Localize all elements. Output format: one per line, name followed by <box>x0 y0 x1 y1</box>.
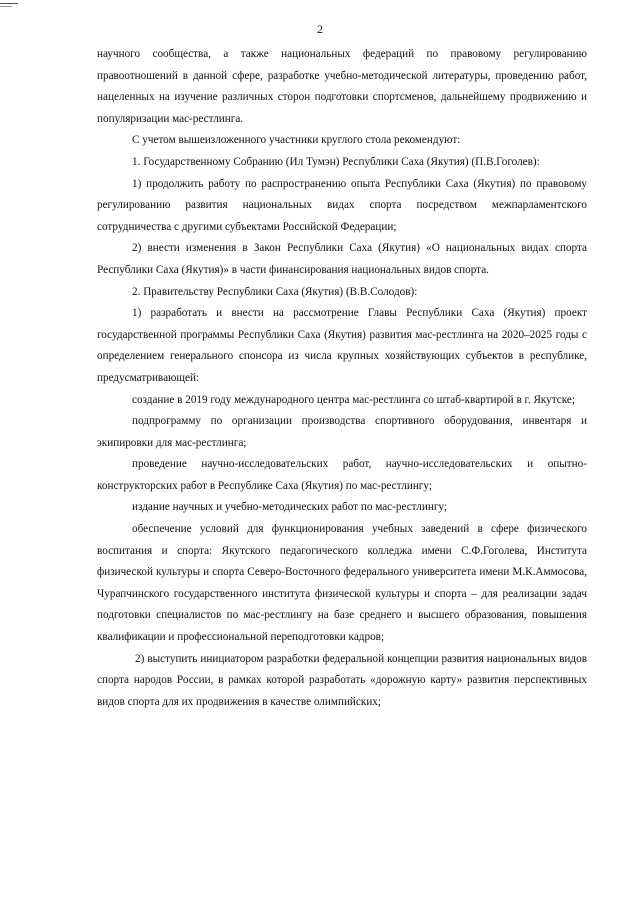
paragraph: 2) внести изменения в Закон Республики Саха (Якутия) «О национальных видах спорта Республики Саха (Якутия)» в части финансирования национальных видов спорта. <box>97 242 587 276</box>
paragraph: 1) разработать и внести на рассмотрение Главы Республики Саха (Якутия) проект государственной программы Республики Саха (Якутия) развития мас-рестлинга на 2020–2025 годы с определением генерального спонсора из числа крупных хозяйствующих субъектов в республике, предусматривающей: <box>97 307 587 384</box>
scan-artifact-line <box>0 6 12 7</box>
scan-artifact-line <box>0 3 18 4</box>
paragraph: проведение научно-исследовательских работ, научно-исследовательских и опытно-конструкторских работ в Республике Саха (Якутия) по мас-рестлингу; <box>97 458 587 492</box>
paragraph: 2) выступить инициатором разработки федеральной концепции развития национальных видов спорта народов России, в рамках которой разработать «дорожную карту» развития перспективных видов спорта для их продвижения в качестве олимпийских; <box>97 652 587 708</box>
paragraph: 2. Правительству Республики Саха (Якутия) (В.В.Солодов): <box>132 285 418 298</box>
paragraph: 1. Государственному Собранию (Ил Тумэн) Республики Саха (Якутия) (П.В.Гоголев): <box>132 155 540 168</box>
paragraph: научного сообщества, а также национальных федераций по правовому регулированию правоотношений в данной сфере, разработке учебно-методической литературы, проведению работ, нацеленных на изучение различных сторон подготовки спортсменов, дальнейшему продвижению и популяризации мас-рестлинга. <box>97 48 587 125</box>
paragraph: создание в 2019 году международного центра мас-рестлинга со штаб-квартирой в г. Якутске; <box>132 393 576 406</box>
paragraph: 1) продолжить работу по распространению опыта Республики Саха (Якутия) по правовому регулированию развития национальных видах спорта посредством межпарламентского сотрудничества с другими субъектами Российской Федерации; <box>97 177 587 233</box>
paragraph: издание научных и учебно-методических работ по мас-рестлингу; <box>132 501 447 514</box>
page-number: 2 <box>317 22 323 36</box>
paragraph: подпрограмму по организации производства спортивного оборудования, инвентаря и экипировки для мас-рестлинга; <box>97 415 587 449</box>
document-body <box>97 44 587 713</box>
paragraph: обеспечение условий для функционирования учебных заведений в сфере физического воспитания и спорта: Якутского педагогического колледжа имени С.Ф.Гоголева, Института физической культуры и спорта Северо-Восточного федерального университета имени М.К.Аммосова, Чурапчинского государственного института физической культуры и спорта – для реализации задач подготовки специалистов по мас-рестлингу на базе среднего и высшего образования, повышения квалификации и профессиональной переподготовки кадров; <box>97 523 587 644</box>
paragraph: С учетом вышеизложенного участники круглого стола рекомендуют: <box>132 134 461 147</box>
